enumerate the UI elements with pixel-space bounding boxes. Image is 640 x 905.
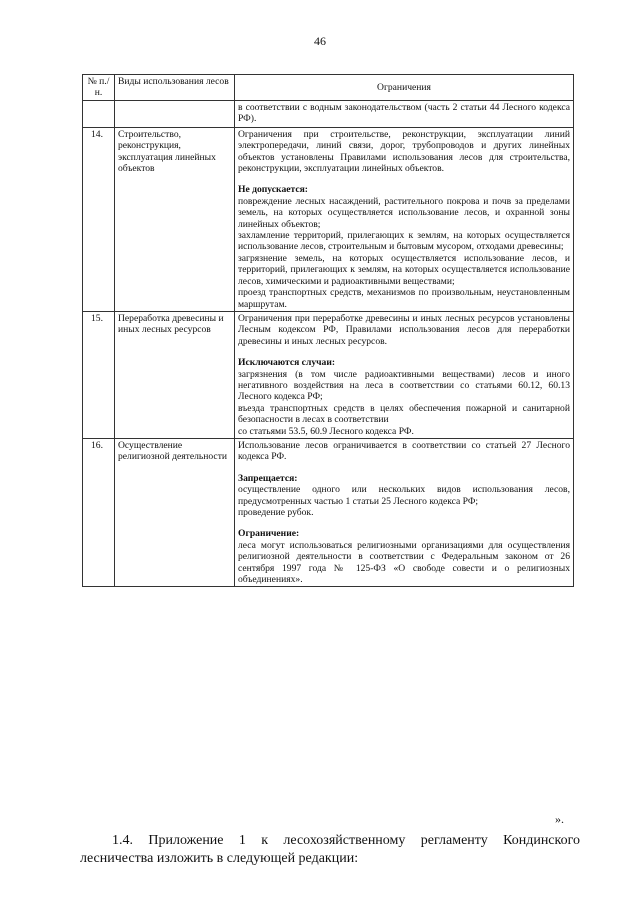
cell-empty bbox=[83, 100, 115, 127]
row-restrictions bbox=[235, 438, 574, 586]
restriction-item: со статьями 53.5, 60.9 Лесного кодекса РФ. bbox=[238, 425, 414, 437]
restriction-item: загрязнение земель, на которых осуществляется использование лесов, и территорий, прилегающих к землям, на которых осуществляется использование лесов, химическими и радиоактивными веществами; bbox=[238, 252, 570, 287]
table-row-continuation bbox=[83, 100, 574, 127]
restriction-heading-2: Ограничение: bbox=[238, 528, 300, 540]
restriction-intro: Ограничения при строительстве, реконструкции, эксплуатации линий электропередачи, линий связи, дорог, трубопроводов и других линейных объектов установлены Правилами использования лесов для строительства, реконструкции, эксплуатации линейных объектов. bbox=[238, 128, 570, 175]
restriction-item: проведение рубок. bbox=[238, 507, 314, 518]
row-number: 16. bbox=[83, 438, 115, 586]
restriction-item: загрязнения (в том числе радиоактивными веществами) лесов и иного негативного воздействия на леса в соответствии со статьями 60.12, 60.13 Лесного кодекса РФ; bbox=[238, 368, 570, 403]
row-number: 15. bbox=[83, 311, 115, 438]
restriction-item: въезда транспортных средств в целях обеспечения пожарной и санитарной безопасности в лесах в соответствии bbox=[238, 402, 570, 426]
restriction-heading: Не допускается: bbox=[238, 184, 308, 196]
restriction-item: леса могут использоваться религиозными организациями для осуществления религиозной деятельности в соответствии с Федеральным законом от 26 сентября 1997 года № 125-ФЗ «О свободе совести и о религиозных объединениях». bbox=[238, 539, 570, 586]
paragraph-text: Приложение 1 к лесохозяйственному регламенту Кондинского лесничества изложить в следующей редакции: bbox=[80, 833, 581, 866]
table-row bbox=[83, 311, 574, 438]
restriction-intro: Использование лесов ограничивается в соответствии со статьей 27 Лесного кодекса РФ. bbox=[238, 439, 570, 463]
row-restrictions bbox=[235, 311, 574, 438]
restriction-heading: Исключаются случаи: bbox=[238, 357, 336, 369]
row-number: 14. bbox=[83, 127, 115, 311]
header-restrictions: Ограничения bbox=[235, 75, 574, 101]
restriction-item: проезд транспортных средств, механизмов по произвольным, неустановленным маршрутам. bbox=[238, 287, 570, 310]
table-row bbox=[83, 127, 574, 311]
table-header-row bbox=[83, 75, 574, 101]
amendment-paragraph bbox=[80, 832, 580, 868]
closing-quote: ». bbox=[555, 812, 564, 826]
row-kind: Переработка древесины и иных лесных ресурсов bbox=[115, 311, 235, 438]
header-kind: Виды использования лесов bbox=[115, 75, 235, 101]
table-row bbox=[83, 438, 574, 586]
restriction-intro: Ограничения при переработке древесины и иных лесных ресурсов установлены Лесным кодексом РФ, Правилами использования лесов для переработки древесины и иных лесных ресурсов. bbox=[238, 312, 570, 347]
restriction-item: повреждение лесных насаждений, растительного покрова и почв за пределами земель, на которых осуществляется использование лесов, и охранной зоны линейных объектов; bbox=[238, 195, 570, 230]
row-kind: Осуществление религиозной деятельности bbox=[115, 438, 235, 586]
row-kind: Строительство, реконструкция, эксплуатация линейных объектов bbox=[115, 127, 235, 311]
restriction-item: захламление территорий, прилегающих к землям, на которых осуществляется использование лесов, строительным и бытовым мусором, отходами древесины; bbox=[238, 230, 570, 253]
cell-empty bbox=[115, 100, 235, 127]
continuation-text: в соответствии с водным законодательством (часть 2 статьи 44 Лесного кодекса РФ). bbox=[235, 100, 574, 127]
page-number: 46 bbox=[314, 34, 326, 48]
paragraph-number: 1.4. bbox=[112, 833, 133, 848]
restriction-item: осуществление одного или нескольких видов использования лесов, предусмотренных частью 1 статьи 25 Лесного кодекса РФ; bbox=[238, 484, 570, 507]
restriction-heading: Запрещается: bbox=[238, 472, 298, 484]
header-number: № п./н. bbox=[83, 75, 115, 101]
restrictions-table bbox=[82, 74, 574, 587]
row-restrictions bbox=[235, 127, 574, 311]
